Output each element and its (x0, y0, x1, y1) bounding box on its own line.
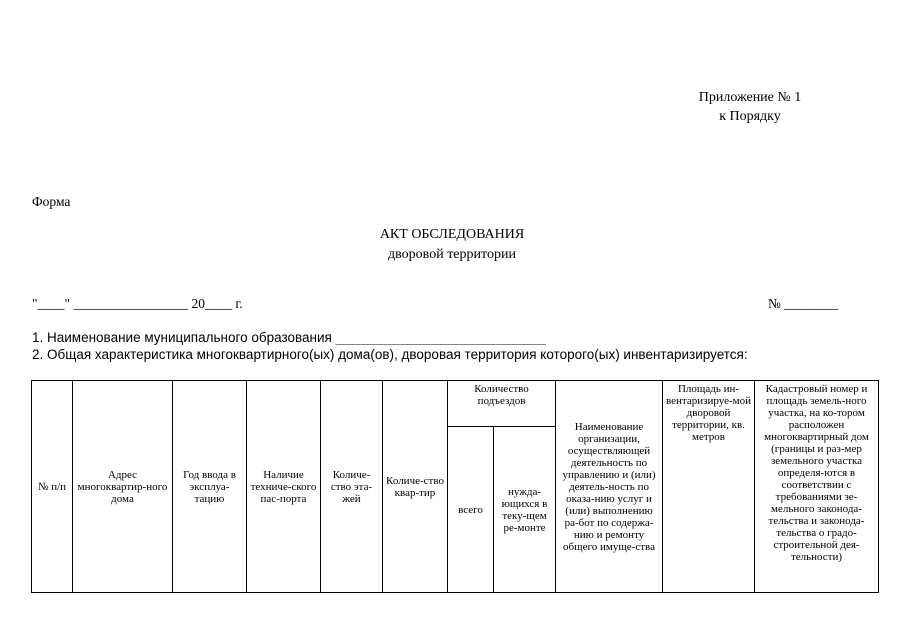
header-organization: Наименование организации, осуществляющей деятельность по управлению и (или) деятель-ность по оказа-нию услуг и (или) выполнению ра-бот по содержа-нию и ремонту общего имуще-ства (556, 381, 663, 593)
item-1-text: 1. Наименование муниципального образования (32, 330, 336, 345)
header-cadastral: Кадастровый номер и площадь земель-ного участка, на ко-тором расположен многоквартирный дом (границы и раз-мер земельного участка определя-ются в соответствии с требованиями зе-мельного законода-тельства и законода-тельства о градо-строительной дея-тельности) (755, 381, 879, 593)
header-number: № п/п (32, 381, 73, 593)
header-year: Год ввода в эксплуа-тацию (173, 381, 247, 593)
item-2-characteristic: 2. Общая характеристика многоквартирного(ых) дома(ов), дворовая территория которого(ых) инвентаризируется: (32, 347, 748, 362)
appendix-line-2: к Порядку (719, 109, 781, 124)
header-entrances: Количество подъездов (448, 381, 556, 427)
header-floors: Количе-ство эта-жей (321, 381, 383, 593)
appendix-line-1: Приложение № 1 (698, 90, 802, 105)
date-line: "____" _________________ 20____ г. (32, 296, 243, 311)
header-address: Адрес многоквартир-ного дома (73, 381, 173, 593)
header-area: Площадь ин-вентаризируе-мой дворовой территории, кв. метров (663, 381, 755, 593)
number-line: № ________ (768, 296, 839, 311)
title-main: АКТ ОБСЛЕДОВАНИЯ (379, 227, 525, 242)
form-label: Форма (32, 194, 71, 209)
title-sub: дворовой территории (388, 247, 516, 262)
houses-table (31, 380, 879, 593)
item-1-municipality (32, 330, 546, 345)
item-1-blank: ____________________________ (335, 330, 546, 345)
document-title (252, 225, 652, 265)
header-apartments: Количе-ство квар-тир (383, 381, 448, 593)
appendix-note (600, 88, 900, 126)
header-entrances-repair: нужда-ющихся в теку-щем ре-монте (494, 427, 556, 593)
header-passport: Наличие техниче-ского пас-порта (247, 381, 321, 593)
header-entrances-total: всего (448, 427, 494, 593)
